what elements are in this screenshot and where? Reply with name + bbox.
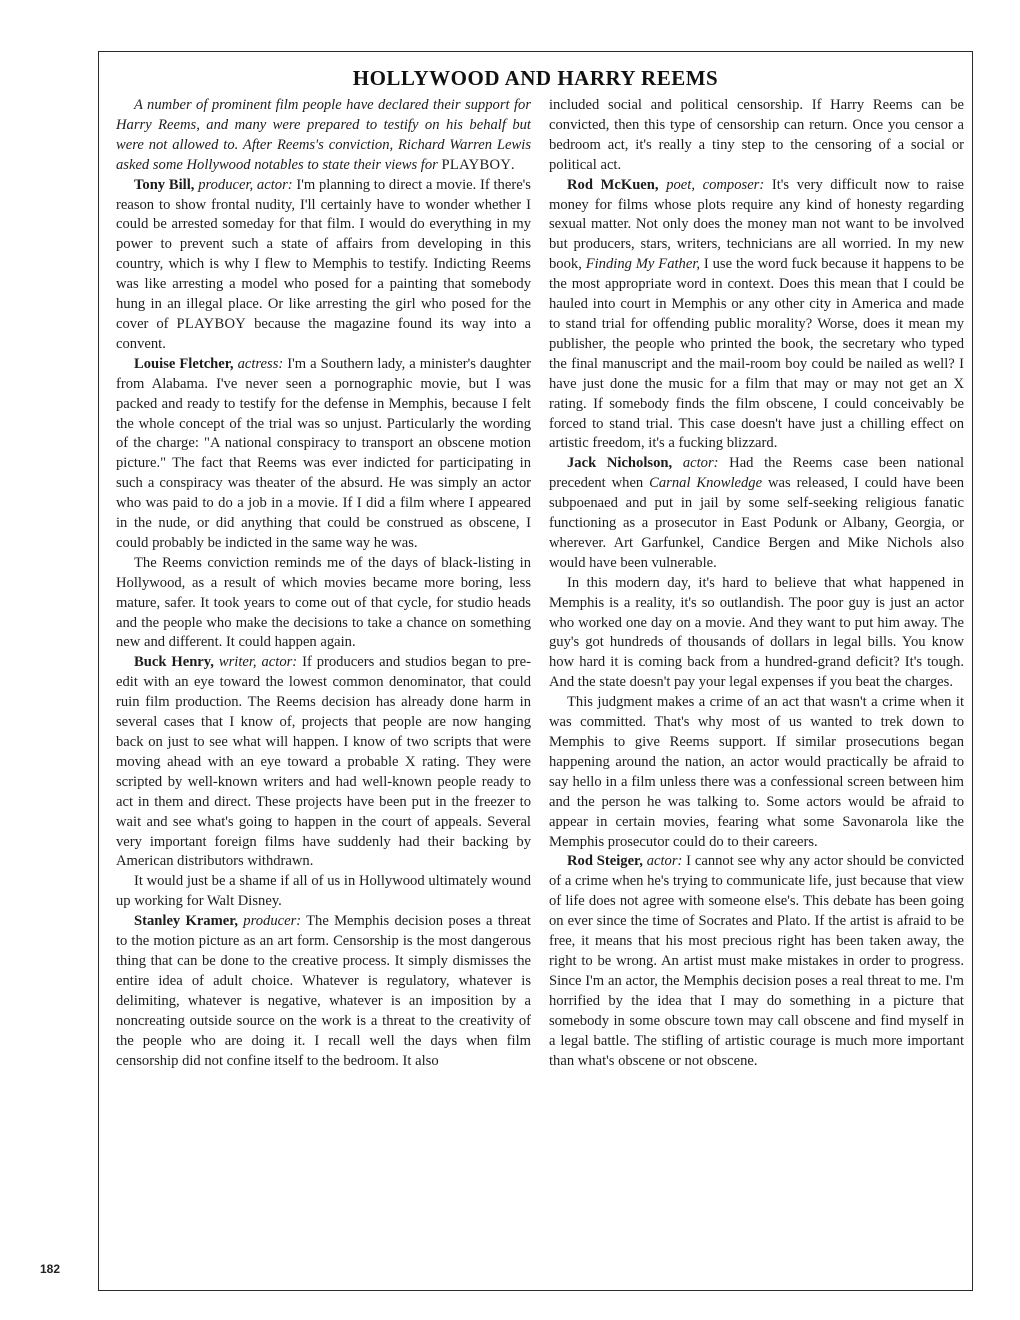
paragraph-text-after: was released, I could have been subpoenaed and put in jail by some self-seeking religious fanatic functioning as a prosecutor in East Podunk or Albany, Georgia, or wherever. Art Garfunkel, Candice Bergen and Mike Nichols also would have been vulnerable. xyxy=(549,475,965,571)
speaker-role: actress: xyxy=(237,355,284,372)
intro-paragraph xyxy=(116,96,531,176)
paragraph-text: The Reems conviction reminds me of the days of black-listing in Hollywood, as a result of which movies became more boring, less mature, safer. It took years to come out of that cycle, for studio heads and the people who make the decisions to take a chance on something new and different. It could happen again. xyxy=(116,554,531,651)
paragraph-text: included social and political censorship. If Harry Reems can be convicted, then this type of censorship can return. Once you censor a bedroom act, it's really a tiny step to the censoring of a social or political act. xyxy=(549,97,964,173)
paragraph-text-after: I use the word fuck because it happens to be the most appropriate word in context. Does this mean that I could be hauled into court in Memphis or any other city in America and made to stand trial for offending public morality? Worse, does it mean my publisher, the people who printed the book, the secretary who typed the final manuscript and the mail-room boy could be nailed as well? I have just done the music for a film that may or may not get an X rating. If somebody finds the film obscene, I could conceivably be forced to stand trial. This case doesn't have just a chilling effect on artistic freedom, it's a fucking blizzard. xyxy=(549,256,964,452)
speaker-role: producer: xyxy=(243,913,302,930)
paragraph-text: It would just be a shame if all of us in Hollywood ultimately wound up working for Walt Disney. xyxy=(116,873,531,910)
paragraph-text: If producers and studios began to pre-edit with an eye toward the lowest common denominator, that could ruin film production. The Reems decision has already done harm in several cases that I know of, projects that people are now hanging back on just to see what will happen. I know of two scripts that were moving ahead with an eye toward a probable X rating. They were scripted by well-known writers and had well-known people ready to act in them and direct. These projects have been put in the freezer to wait and see what's going to happen in the court of appeals. Several very important foreign films have suddenly had their backing by American distributors withdrawn. xyxy=(116,654,531,870)
intro-end: . xyxy=(511,156,515,173)
left-column xyxy=(116,96,531,1071)
paragraph-rod-mckuen xyxy=(549,176,964,455)
speaker-role: writer, actor: xyxy=(218,654,298,671)
intro-text: A number of prominent film people have declared their support for Harry Reems, and many were prepared to testify on his behalf but were not allowed to. After Reems's conviction, Richard Warren Lewis asked some Hollywood notables to state their views for xyxy=(116,97,531,173)
paragraph-modern-day xyxy=(549,574,964,693)
speaker-name: Jack Nicholson, xyxy=(567,455,673,472)
paragraph-text: I'm planning to direct a movie. If there's reason to show frontal nudity, I'll certainly have to wonder whether I could be arrested someday for that film. I would do everything in my power to prevent such a state of affairs from developing in this country, which is why I flew to Memphis to testify. Indicting Reems was like arresting a model who posed for a painting that somebody hung in an illegal place. Or like arresting the girl who posed for the cover of xyxy=(116,176,531,332)
paragraph-judgment xyxy=(549,693,964,852)
article-title: HOLLYWOOD AND HARRY REEMS xyxy=(352,66,719,90)
paragraph-text: Had the Reems case been national precedent when xyxy=(549,455,964,492)
right-column xyxy=(549,96,964,1071)
paragraph-continuation xyxy=(549,96,964,176)
paragraph-text: I cannot see why any actor should be convicted of a crime when he's trying to communicate life, just because that view of life does not agree with someone else's. This debate has been going on ever since the time of Socrates and Plato. If the artist is afraid to be free, it means that his most precious right has been taken away, the right to be wrong. An artist must make mistakes in order to progress. Since I'm an actor, the Memphis decision poses a real threat to me. I'm horrified by the idea that I may do something in a picture that somebody in some obscure town may call obscene and find myself in a legal battle. The stifling of artistic courage is much more important than what's obscene or not obscene. xyxy=(549,853,964,1069)
film-title: Carnal Knowledge xyxy=(649,475,763,492)
paragraph-text: This judgment makes a crime of an act that wasn't a crime when it was committed. That's why most of us wanted to trek down to Memphis to give Reems support. If similar prosecutions began happening around the nation, an actor would practically be afraid to say hello in a film unless there was a confessional screen between him and the person he was talking to. Some actors would be afraid to appear in certain movies, fearing what some Savonarola like the Memphis prosecutor could do to their careers. xyxy=(549,694,964,850)
speaker-name: Rod Steiger, xyxy=(567,853,643,870)
paragraph-louise-fletcher xyxy=(116,355,531,554)
speaker-name: Buck Henry, xyxy=(134,654,214,671)
speaker-role: poet, composer: xyxy=(666,176,765,193)
speaker-name: Stanley Kramer, xyxy=(134,913,239,930)
paragraph-text: The Memphis decision poses a threat to the motion picture as an art form. Censorship is the most dangerous thing that can be done to the creative process. It simply dismisses the entire idea of adult choice. Whatever is regulatory, whatever is delimiting, whatever is negative, whatever is an imposition by a noncreating outside source on the work is a threat to the creativity of the people who are doing it. I recall well the days when film censorship did not confine itself to the bedroom. It also xyxy=(116,913,531,1069)
magazine-name: PLAYBOY xyxy=(176,315,247,332)
book-title: Finding My Father, xyxy=(585,256,701,273)
paragraph-tony-bill xyxy=(116,176,531,355)
paragraph-text-after: because the magazine found its way into a convent. xyxy=(116,315,531,352)
paragraph-blacklisting xyxy=(116,554,531,654)
paragraph-text: It's very difficult now to raise money for films whose plots require any kind of honesty regarding sexual matter. Not only does the money man not want to be involved but producers, stars, writers, technicians are all worried. In my new book, xyxy=(549,176,965,273)
page-number: 182 xyxy=(40,1262,61,1276)
speaker-role: actor: xyxy=(646,853,683,870)
speaker-role: producer, actor: xyxy=(198,176,293,193)
paragraph-buck-henry xyxy=(116,653,531,872)
speaker-name: Tony Bill, xyxy=(134,176,195,193)
intro-magazine-name: PLAYBOY xyxy=(441,156,512,173)
speaker-role: actor: xyxy=(682,455,719,472)
paragraph-rod-steiger xyxy=(549,852,964,1071)
paragraph-text: In this modern day, it's hard to believe that what happened in Memphis is a reality, it's so outlandish. The poor guy is just an actor who worked one day on a movie. And they want to put him away. The guy's got hundreds of thousands of dollars in legal bills. You know how hard it is coming back from a hundred-grand deficit? It's tough. And the state doesn't pay your legal expenses if you beat the charges. xyxy=(549,574,964,691)
speaker-name: Louise Fletcher, xyxy=(134,355,234,372)
paragraph-jack-nicholson xyxy=(549,454,964,573)
speaker-name: Rod McKuen, xyxy=(567,176,659,193)
paragraph-walt-disney xyxy=(116,872,531,912)
paragraph-text: I'm a Southern lady, a minister's daughter from Alabama. I've never seen a pornographic movie, but I was packed and ready to testify for the defense in Memphis, because I felt the whole concept of the trial was so unjust. Particularly the wording of the charge: "A national conspiracy to transport an obscene motion picture." The fact that Reems was ever indicted for participating in such a conspiracy was theater of the absurd. He was simply an actor who was paid to do a job in a movie. If I did a film where I appeared in the nude, or did anything that could be construed as obscene, I could probably be indicted in the same way he was. xyxy=(116,355,531,551)
paragraph-stanley-kramer xyxy=(116,912,531,1071)
